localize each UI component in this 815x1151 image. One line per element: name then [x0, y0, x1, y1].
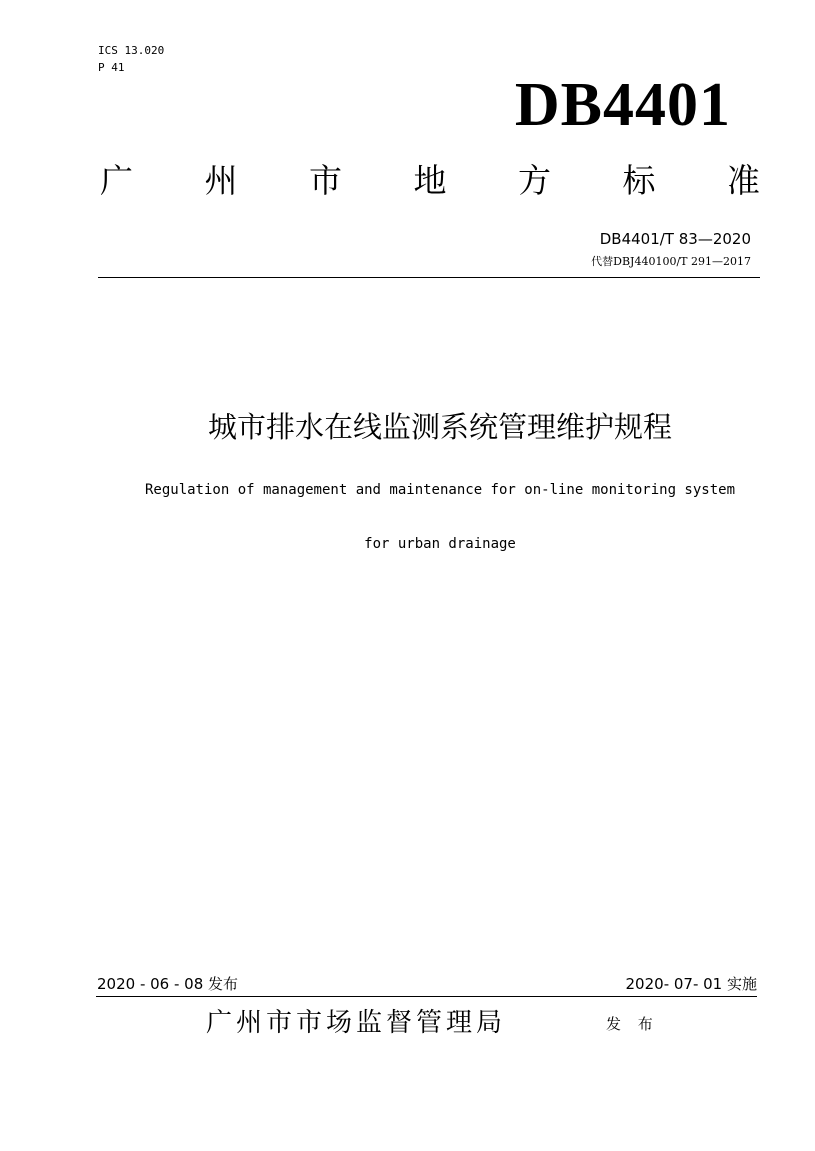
issuing-authority: 广州市市场监督管理局: [206, 1008, 507, 1038]
implementation-date: 2020- 07- 01 实施: [625, 975, 757, 993]
issue-date: 2020 - 06 - 08 发布: [97, 975, 239, 993]
classification-codes: [98, 42, 164, 76]
standard-type-heading: [100, 160, 760, 202]
standard-number: DB4401/T 83—2020: [599, 230, 751, 248]
standard-type-char: 准: [727, 161, 760, 200]
header-divider: [98, 277, 760, 278]
standard-type-char: 市: [309, 161, 342, 200]
issuer-action: 发 布: [606, 1015, 659, 1033]
standard-type-char: 标: [622, 161, 656, 200]
standard-code-logo: DB4401: [514, 71, 731, 139]
standard-type-char: 州: [204, 161, 238, 200]
standard-type-char: 地: [413, 161, 447, 200]
document-title-en-line2: for urban drainage: [364, 536, 516, 552]
standard-type-char: 广: [100, 161, 133, 200]
standard-type-char: 方: [518, 161, 551, 200]
footer-divider: [96, 996, 757, 997]
document-title-en-line1: Regulation of management and maintenance for on-line monitoring system: [144, 482, 735, 498]
ics-code: ICS 13.020: [98, 44, 165, 57]
ccs-code: P 41: [98, 61, 125, 74]
replaced-standard: 代替DBJ440100/T 291—2017: [591, 255, 751, 268]
document-title-cn: 城市排水在线监测系统管理维护规程: [207, 410, 672, 444]
